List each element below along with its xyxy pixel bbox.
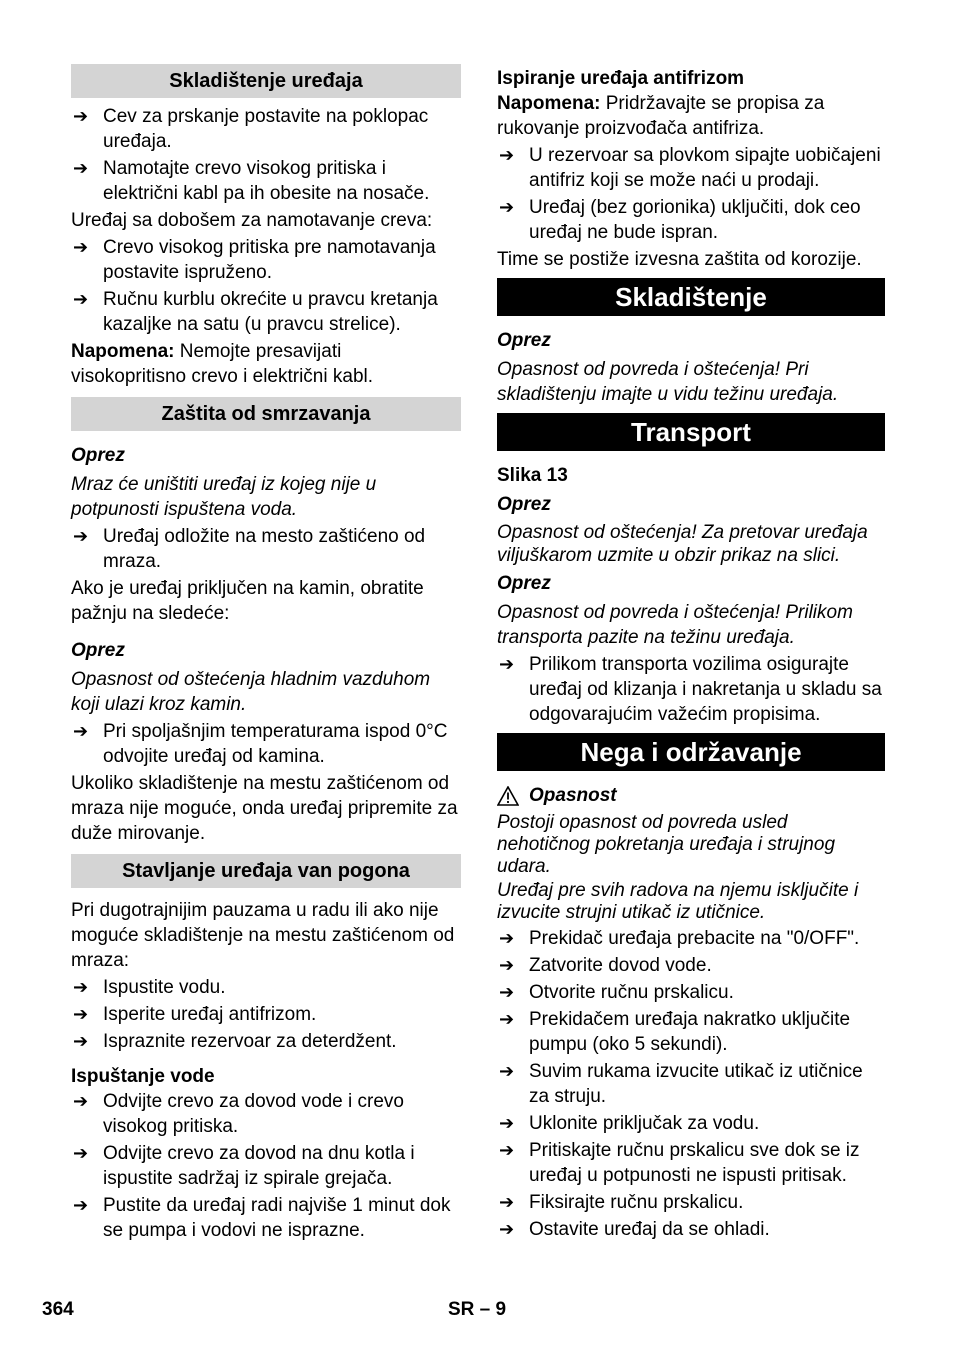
- list-item: ➔ Prekidač uređaja prebacite na "0/OFF".: [499, 928, 860, 949]
- list-item: ➔ Isperite uređaj antifrizom.: [73, 1004, 317, 1025]
- paragraph: Time se postiže izvesna zaštita od korozije.: [497, 249, 862, 270]
- arrow-right-icon: ➔: [73, 106, 89, 126]
- list-item: ➔ Zatvorite dovod vode.: [499, 955, 712, 976]
- list-item: ➔ Uklonite priključak za vodu.: [499, 1113, 760, 1134]
- list-item: ➔ Ostavite uređaj da se ohladi.: [499, 1219, 770, 1240]
- arrow-right-icon: ➔: [73, 289, 89, 309]
- list-item: ➔ Pustite da uređaj radi najviše 1 minut dok se pumpa i vodovi ne isprazne.: [73, 1195, 451, 1241]
- arrow-right-icon: ➔: [73, 1004, 89, 1024]
- subheading-drain-water: Ispuštanje vode: [71, 1066, 215, 1087]
- section-heading-frost-protection: Zaštita od smrzavanja: [71, 397, 461, 431]
- arrow-right-icon: ➔: [499, 1219, 515, 1239]
- caution-label: Oprez: [497, 330, 551, 351]
- list-item: ➔ Ručnu kurblu okrećite u pravcu kretanja kazaljke na satu (u pravcu strelice).: [73, 289, 438, 335]
- list-item: ➔ Crevo visokog pritiska pre namotavanja postavite ispruženo.: [73, 237, 436, 283]
- arrow-right-icon: ➔: [499, 955, 515, 975]
- list-item: ➔ Cev za prskanje postavite na poklopac uređaja.: [73, 106, 429, 152]
- list-item: ➔ Fiksirajte ručnu prskalicu.: [499, 1192, 744, 1213]
- paragraph: Uređaj sa dobošem za namotavanje creva:: [71, 210, 433, 231]
- right-column: [497, 64, 885, 1244]
- section-heading-storage-device: Skladištenje uređaja: [71, 64, 461, 98]
- list-item: ➔ Uređaj (bez gorionika) uključiti, dok ceo uređaj ne bude ispran.: [499, 197, 861, 243]
- arrow-right-icon: ➔: [499, 1192, 515, 1212]
- caution-label: Oprez: [497, 573, 551, 594]
- list-item: ➔ Odvijte crevo za dovod na dnu kotla i ispustite sadržaj iz spirale grejača.: [73, 1143, 415, 1189]
- list-item: ➔ Pri spoljašnjim temperaturama ispod 0°C odvojite uređaj od kamina.: [73, 721, 448, 767]
- note: Napomena: Nemojte presavijati visokopritisno crevo i električni kabl.: [71, 341, 374, 387]
- caution-text: Opasnost od oštećenja! Za pretovar uređaja viljuškarom uzmite u obzir prikaz na slici.: [497, 522, 868, 566]
- arrow-right-icon: ➔: [499, 1009, 515, 1029]
- subheading-antifreeze: Ispiranje uređaja antifrizom: [497, 68, 745, 89]
- arrow-right-icon: ➔: [73, 1143, 89, 1163]
- section-heading-shutdown: Stavljanje uređaja van pogona: [71, 854, 461, 888]
- list-item: ➔ Otvorite ručnu prskalicu.: [499, 982, 734, 1003]
- main-heading-storage: Skladištenje: [497, 278, 885, 316]
- arrow-right-icon: ➔: [73, 721, 89, 741]
- arrow-right-icon: ➔: [73, 1031, 89, 1051]
- list-item: ➔ Suvim rukama izvucite utikač iz utičnice za struju.: [499, 1061, 863, 1107]
- arrow-right-icon: ➔: [499, 1061, 515, 1081]
- caution-label: Oprez: [71, 640, 125, 661]
- note: Napomena: Pridržavajte se propisa za rukovanje proizvođača antifriza.: [497, 93, 825, 139]
- danger-label: Opasnost: [497, 783, 885, 808]
- caution-text: Opasnost od povreda i oštećenja! Prilikom transporta pazite na težinu uređaja.: [497, 602, 853, 648]
- arrow-right-icon: ➔: [73, 977, 89, 997]
- paragraph: Pri dugotrajnijim pauzama u radu ili ako nije moguće skladištenje na mestu zaštićenom od mraza:: [71, 900, 455, 971]
- arrow-right-icon: ➔: [499, 1140, 515, 1160]
- warning-triangle-icon: [497, 786, 519, 806]
- paragraph: Ako je uređaj priključen na kamin, obratite pažnju na sledeće:: [71, 578, 424, 624]
- arrow-right-icon: ➔: [499, 654, 515, 674]
- arrow-right-icon: ➔: [499, 197, 515, 217]
- arrow-right-icon: ➔: [499, 1113, 515, 1133]
- arrow-right-icon: ➔: [73, 1091, 89, 1111]
- list-item: ➔ Ispraznite rezervoar za deterdžent.: [73, 1031, 397, 1052]
- arrow-right-icon: ➔: [499, 928, 515, 948]
- main-heading-maintenance: Nega i održavanje: [497, 733, 885, 771]
- left-column: [71, 64, 461, 1245]
- caution-label: Oprez: [497, 494, 551, 515]
- arrow-right-icon: ➔: [73, 526, 89, 546]
- arrow-right-icon: ➔: [73, 1195, 89, 1215]
- arrow-right-icon: ➔: [73, 237, 89, 257]
- page-number: 364: [42, 1299, 74, 1320]
- list-item: ➔ Odvijte crevo za dovod vode i crevo visokog pritiska.: [73, 1091, 404, 1137]
- figure-reference: Slika 13: [497, 465, 568, 486]
- list-item: ➔ U rezervoar sa plovkom sipajte uobičajeni antifriz koji se može naći u prodaji.: [499, 145, 881, 191]
- caution-text: Opasnost od oštećenja hladnim vazduhom koji ulazi kroz kamin.: [71, 669, 431, 715]
- danger-text: Postoji opasnost od povreda usled nehotičnog pokretanja uređaja i strujnog udara.: [497, 812, 836, 877]
- list-item: ➔ Prilikom transporta vozilima osigurajte uređaj od klizanja i nakretanja u skladu sa odgovarajućim važećim propisima.: [499, 654, 882, 725]
- main-heading-transport: Transport: [497, 413, 885, 451]
- list-item: ➔ Uređaj odložite na mesto zaštićeno od mraza.: [73, 526, 426, 572]
- arrow-right-icon: ➔: [499, 145, 515, 165]
- list-item: ➔ Ispustite vodu.: [73, 977, 226, 998]
- list-item: ➔ Pritiskajte ručnu prskalicu sve dok se iz uređaj u potpunosti ne ispusti pritisak.: [499, 1140, 860, 1186]
- caution-text: Mraz će uništiti uređaj iz kojeg nije u potpunosti ispuštena voda.: [71, 474, 377, 520]
- section-code: SR – 9: [448, 1299, 507, 1320]
- danger-text: Uređaj pre svih radova na njemu isključite i izvucite strujni utikač iz utičnice.: [497, 880, 859, 923]
- arrow-right-icon: ➔: [499, 982, 515, 1002]
- caution-label: Oprez: [71, 445, 125, 466]
- list-item: ➔ Namotajte crevo visokog pritiska i električni kabl pa ih obesite na nosače.: [73, 158, 430, 204]
- caution-text: Opasnost od povreda i oštećenja! Pri skladištenju imajte u vidu težinu uređaja.: [497, 359, 839, 405]
- arrow-right-icon: ➔: [73, 158, 89, 178]
- paragraph: Ukoliko skladištenje na mestu zaštićenom od mraza nije moguće, onda uređaj pripremite za duže mirovanje.: [71, 773, 458, 844]
- list-item: ➔ Prekidačem uređaja nakratko uključite pumpu (oko 5 sekundi).: [499, 1009, 851, 1055]
